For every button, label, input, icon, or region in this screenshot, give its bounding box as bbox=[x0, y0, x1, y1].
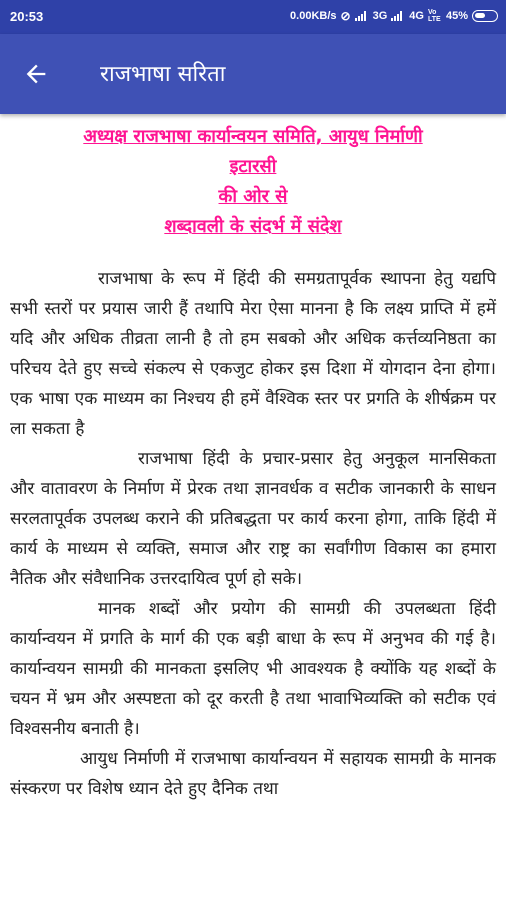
mute-icon: ⊘ bbox=[340, 9, 351, 23]
signal-icon bbox=[391, 11, 405, 21]
signal-icon bbox=[355, 11, 369, 21]
battery-icon bbox=[472, 10, 498, 22]
status-bar bbox=[0, 0, 506, 34]
body-paragraph: मानक शब्दों और प्रयोग की सामग्री की उपलब्धता हिंदी कार्यान्वयन में प्रगति के मार्ग की एक बड़ी बाधा के रूप में अनुभव की गई है। कार्यान्वयन सामग्री की मानकता इसलिए भी आवश्यक है क्योंकि यह शब्दों के चयन में भ्रम और अस्पष्टता को दूर करती है तथा भावाभिव्यक्ति को सटीक एवं विश्वसनीय बनाती है। bbox=[10, 599, 496, 739]
heading-line: इटारसी bbox=[229, 156, 277, 177]
volte-icon: Vo LTE bbox=[427, 9, 441, 23]
battery-percent: 45% bbox=[445, 10, 468, 22]
heading-line: अध्यक्ष राजभाषा कार्यान्वयन समिति, आयुध निर्माणी bbox=[83, 126, 423, 147]
app-title: राजभाषा सरिता bbox=[100, 62, 226, 87]
message-content bbox=[10, 118, 496, 804]
heading-line: की ओर से bbox=[218, 186, 288, 207]
network-speed: 0.00KB/s bbox=[290, 10, 337, 22]
body-paragraph: आयुध निर्माणी में राजभाषा कार्यान्वयन में सहायक सामग्री के मानक संस्करण पर विशेष ध्यान देते हुए दैनिक तथा bbox=[10, 749, 496, 799]
app-bar bbox=[0, 34, 506, 114]
body-paragraph: राजभाषा के रूप में हिंदी की समग्रतापूर्वक स्थापना हेतु यद्यपि सभी स्तरों पर प्रयास जारी हैं तथापि मेरा ऐसा मानना है कि लक्ष्य प्राप्ति में हमें यदि और अधिक तीव्रता लानी है तो हम सबको और अधिक कर्त्तव्यनिष्ठता का परिचय देते हुए सच्चे संकल्प से एकजुट होकर इस दिशा में योगदान देना होगा। एक भाषा एक माध्यम का निश्चय ही हमें वैश्विक स्तर पर प्रगति के शीर्षक्रम पर ला सकता है bbox=[10, 269, 496, 439]
status-time: 20:53 bbox=[10, 9, 44, 24]
arrow-back-icon[interactable] bbox=[22, 60, 50, 88]
network-type-sim1: 3G bbox=[372, 10, 388, 22]
heading-line: शब्दावली के संदर्भ में संदेश bbox=[164, 216, 342, 237]
message-heading bbox=[10, 122, 496, 242]
network-type-sim2: 4G bbox=[409, 10, 424, 22]
status-icons bbox=[290, 9, 498, 23]
body-paragraph: राजभाषा हिंदी के प्रचार-प्रसार हेतु अनुकूल मानसिकता और वातावरण के निर्माण में प्रेरक तथा ज्ञानवर्धक व सटीक जानकारी के साधन सरलतापूर्वक उपलब्ध कराने की प्रतिबद्धता पर कार्य करना होगा, ताकि हिंदी में कार्य के माध्यम से व्यक्ति, समाज और राष्ट्र का सर्वांगीण विकास का हमारा नैतिक और संवैधानिक उत्तरदायित्व पूर्ण हो सके। bbox=[10, 449, 496, 589]
